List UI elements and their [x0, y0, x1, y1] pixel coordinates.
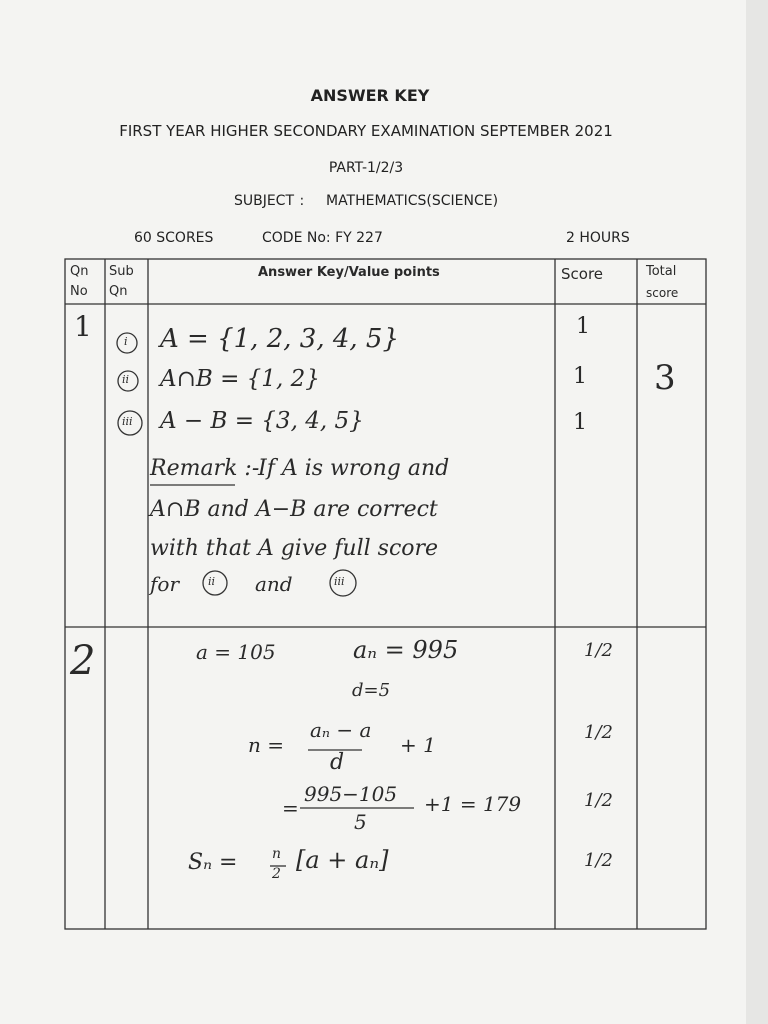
exam-name: FIRST YEAR HIGHER SECONDARY EXAMINATION SEPTEMBER 2021 [119, 122, 613, 140]
col-header-sub-line1: Sub [109, 264, 134, 279]
q2-given-d: d=5 [352, 680, 391, 701]
col-header-qn-line2: No [70, 284, 88, 299]
q1-remark-line1: If A is wrong and [258, 456, 450, 481]
q2-calc-numerator: 995−105 [304, 782, 398, 806]
col-header-sub-line2: Qn [109, 284, 128, 299]
q1-score-ii: 1 [573, 364, 587, 389]
q2-n-numerator: aₙ − a [310, 718, 372, 742]
q1-remark-circled-ii: ii [208, 575, 216, 588]
subject-value: MATHEMATICS(SCIENCE) [325, 193, 499, 209]
q1-remark-line3: with that A give full score [150, 536, 439, 561]
q2-sn-lhs: Sₙ = [188, 850, 238, 875]
exam-code: CODE No: FY 227 [262, 230, 383, 246]
exam-part: PART-1/2/3 [328, 160, 404, 176]
q1-sub-ii: ii [122, 373, 130, 386]
q2-score-4: 1/2 [584, 850, 613, 871]
q1-answer-i: A = {1, 2, 3, 4, 5} [160, 324, 400, 354]
q2-calc-result: +1 = 179 [424, 792, 522, 816]
q1-score-i: 1 [576, 314, 590, 339]
q2-calc-equals: = [282, 796, 299, 820]
q1-sub-iii: iii [122, 415, 133, 428]
q2-score-2: 1/2 [584, 722, 613, 743]
q1-total-score: 3 [654, 358, 676, 398]
col-header-answer: Answer Key/Value points [258, 265, 440, 280]
q1-remark-line2: A∩B and A−B are correct [150, 497, 438, 522]
q2-given-an: aₙ = 995 [353, 636, 459, 664]
q2-given-a: a = 105 [196, 640, 276, 664]
q2-sn-frac-den: 2 [272, 866, 281, 882]
q2-n-lhs: n = [248, 733, 284, 757]
col-header-score: Score [561, 265, 604, 283]
q1-remark-circled-iii: iii [334, 575, 345, 588]
q2-number: 2 [70, 638, 96, 684]
exam-duration: 2 HOURS [566, 230, 630, 246]
q1-remark-line4-and: and [255, 572, 293, 596]
q2-sn-bracket: [a + aₙ] [296, 846, 389, 874]
page-title: ANSWER KEY [310, 86, 430, 105]
q1-answer-iii: A − B = {3, 4, 5} [160, 408, 364, 434]
col-header-total-line1: Total [646, 264, 677, 279]
col-header-total-line2: score [646, 286, 679, 300]
q1-answer-ii: A∩B = {1, 2} [160, 366, 320, 392]
q1-number: 1 [74, 310, 92, 343]
q2-n-denominator: d [330, 750, 345, 775]
q2-score-1: 1/2 [584, 640, 613, 661]
q1-score-iii: 1 [573, 410, 587, 435]
subject-label: SUBJECT : [233, 193, 305, 209]
q1-remark-label: Remark :- [150, 456, 260, 481]
total-scores: 60 SCORES [134, 230, 214, 246]
q2-sn-frac-num: n [272, 846, 282, 862]
q2-n-plus-one: + 1 [400, 733, 436, 757]
q2-calc-denominator: 5 [354, 810, 367, 834]
q2-score-3: 1/2 [584, 790, 613, 811]
col-header-qn-line1: Qn [70, 264, 89, 279]
q1-remark-line4-for: for [150, 572, 180, 596]
q1-sub-i: i [124, 335, 128, 348]
